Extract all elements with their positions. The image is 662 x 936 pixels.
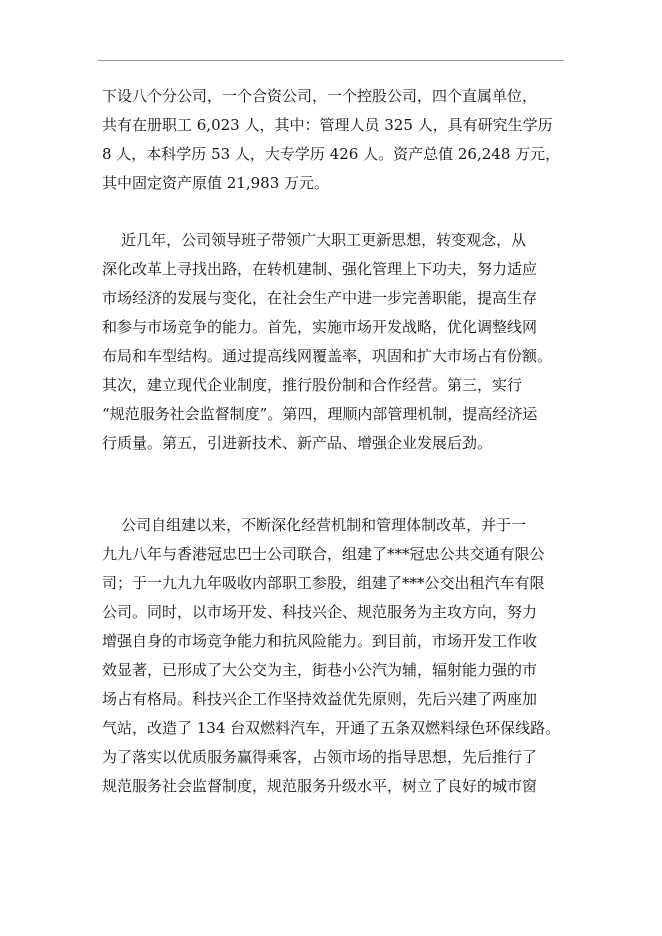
text-line: 市场经济的发展与变化，在社会生产中进一步完善职能，提高生存 bbox=[102, 289, 538, 307]
text-line: 九九八年与香港冠忠巴士公司联合，组建了***冠忠公共交通有限公 bbox=[102, 545, 545, 563]
text-line: 效显著，已形成了大公交为主，街巷小公汽为辅，辐射能力强的市 bbox=[102, 661, 538, 679]
text-line: 近几年，公司领导班子带领广大职工更新思想，转变观念，从 bbox=[102, 231, 527, 249]
text-line: 和参与市场竞争的能力。首先，实施市场开发战略，优化调整线网 bbox=[102, 318, 538, 336]
paragraph-2 bbox=[102, 226, 572, 458]
text-line: 增强自身的市场竞争能力和抗风险能力。到目前，市场开发工作收 bbox=[102, 632, 538, 650]
text-line: 公司。同时，以市场开发、科技兴企、规范服务为主攻方向，努力 bbox=[102, 603, 538, 621]
text-line: 气站，改造了 134 台双燃料汽车，开通了五条双燃料绿色环保线路。 bbox=[102, 719, 561, 737]
text-line: 规范服务社会监督制度，规范服务升级水平，树立了良好的城市窗 bbox=[102, 777, 538, 795]
text-line: 为了落实以优质服务赢得乘客，占领市场的指导思想，先后推行了 bbox=[102, 748, 538, 766]
text-line: 场占有格局。科技兴企工作坚持效益优先原则，先后兴建了两座加 bbox=[102, 690, 538, 708]
text-line: 公司自组建以来，不断深化经营机制和管理体制改革，并于一 bbox=[102, 516, 527, 534]
text-line: 共有在册职工 6,023 人，其中：管理人员 325 人，具有研究生学历 bbox=[102, 116, 553, 134]
header-rule bbox=[98, 60, 564, 61]
text-line: 司；于一九九九年吸收内部职工参股，组建了***公交出租汽车有限 bbox=[102, 574, 545, 592]
text-line: 8 人，本科学历 53 人，大专学历 426 人。资产总值 26,248 万元， bbox=[102, 145, 561, 163]
text-line: 其中固定资产原值 21,983 万元。 bbox=[102, 174, 330, 192]
paragraph-3 bbox=[102, 511, 572, 801]
text-line: 其次，建立现代企业制度，推行股份制和合作经营。第三，实行 bbox=[102, 376, 523, 394]
paragraph-1 bbox=[102, 82, 572, 198]
text-line: 下设八个分公司，一个合资公司，一个控股公司，四个直属单位， bbox=[102, 87, 538, 105]
text-line: 布局和车型结构。通过提高线网覆盖率，巩固和扩大市场占有份额。 bbox=[102, 347, 553, 365]
text-line: 行质量。第五，引进新技术、新产品、增强企业发展后劲。 bbox=[102, 434, 493, 452]
text-line: “规范服务社会监督制度”。第四，理顺内部管理机制，提高经济运 bbox=[102, 405, 538, 423]
text-line: 深化改革上寻找出路，在转机建制、强化管理上下功夫，努力适应 bbox=[102, 260, 538, 278]
